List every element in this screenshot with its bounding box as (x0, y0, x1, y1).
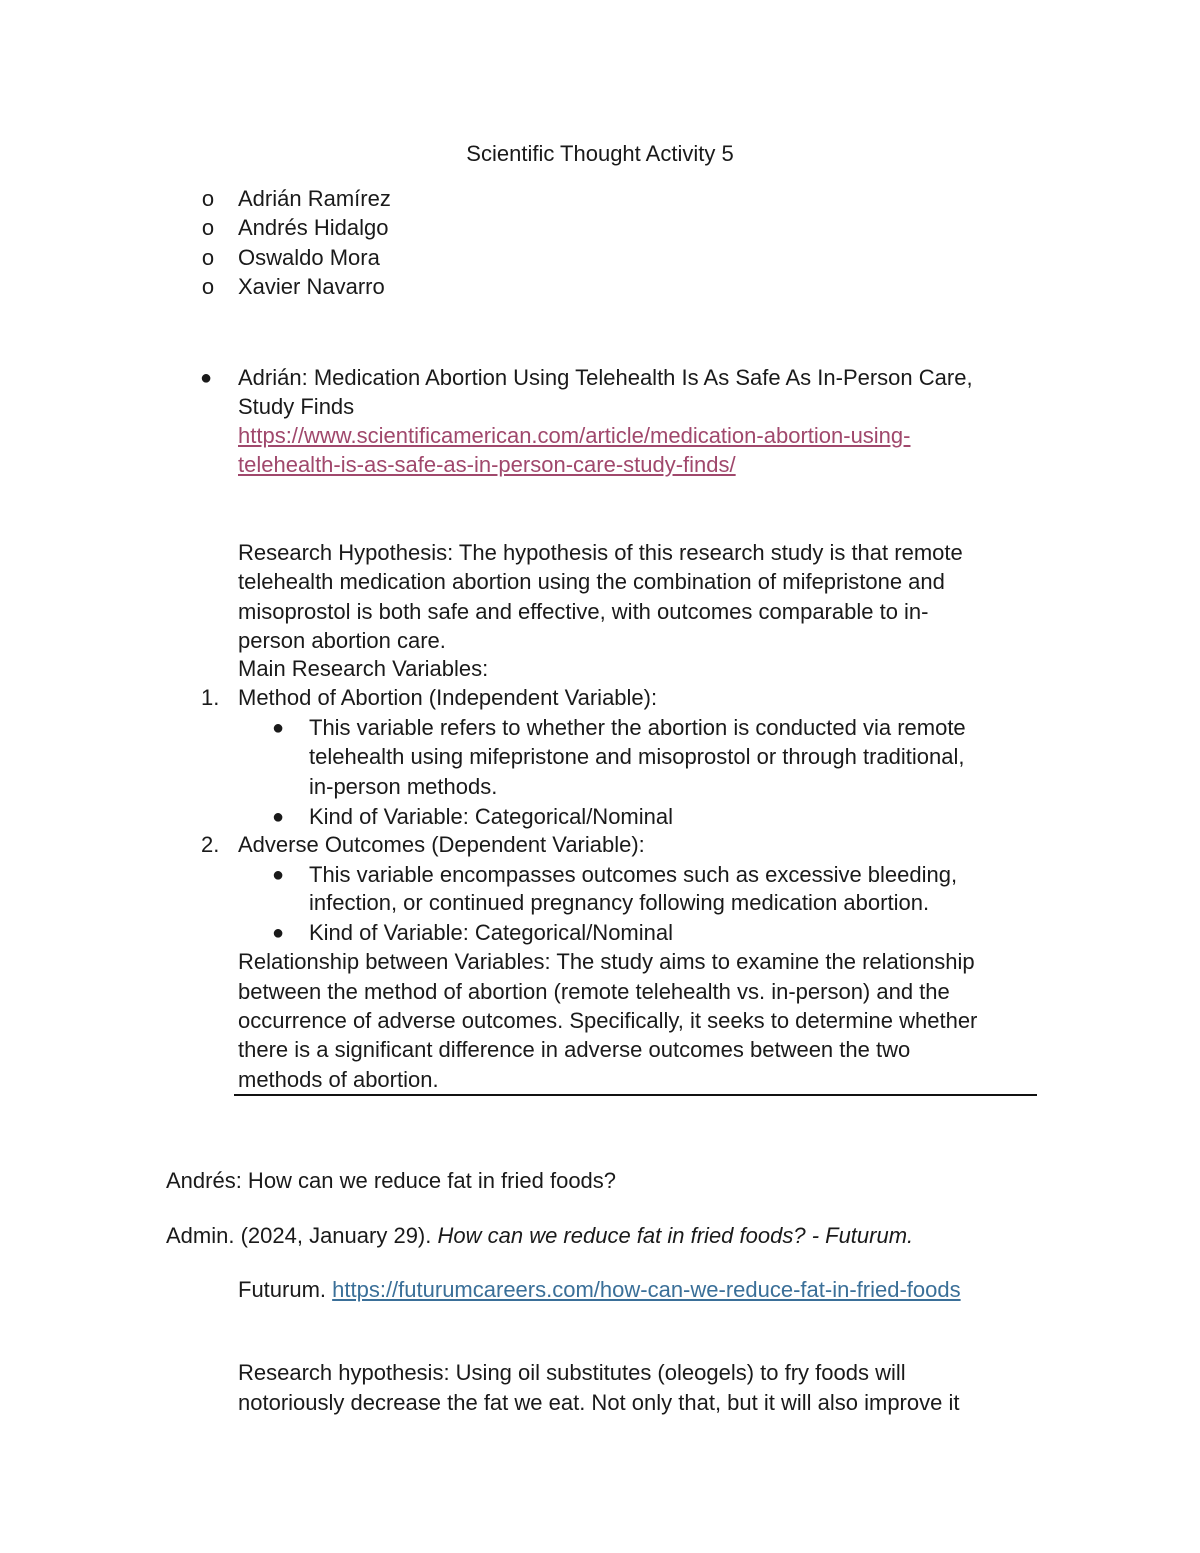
variables-heading: Main Research Variables: (238, 656, 489, 681)
variable-description: infection, or continued pregnancy following medication abortion. (309, 890, 930, 915)
hypothesis-text: Research hypothesis: Using oil substitutes (oleogels) to fry foods will (238, 1360, 906, 1385)
bullet-icon: ● (199, 367, 213, 389)
source-link[interactable]: https://futurumcareers.com/how-can-we-reduce-fat-in-fried-foods (332, 1277, 961, 1302)
variable-kind: Kind of Variable: Categorical/Nominal (309, 920, 673, 945)
list-marker: o (201, 186, 215, 211)
citation (166, 1221, 913, 1251)
variable-description: This variable encompasses outcomes such as excessive bleeding, (309, 862, 958, 887)
relationship-text: between the method of abortion (remote telehealth vs. in-person) and the (238, 979, 950, 1004)
hypothesis-text: person abortion care. (238, 628, 446, 653)
bullet-icon: ● (271, 806, 285, 828)
list-marker: o (201, 245, 215, 270)
article-heading-cont: Study Finds (238, 394, 355, 419)
article-link-cont[interactable]: telehealth-is-as-safe-as-in-person-care-study-finds/ (238, 452, 736, 477)
variable-number: 1. (201, 685, 220, 710)
hypothesis-text: telehealth medication abortion using the combination of mifepristone and (238, 569, 945, 594)
member-name: Andrés Hidalgo (238, 215, 389, 240)
article-link[interactable]: https://www.scientificamerican.com/article/medication-abortion-using- (238, 423, 911, 448)
relationship-text: methods of abortion. (238, 1067, 439, 1092)
variable-kind: Kind of Variable: Categorical/Nominal (309, 804, 673, 829)
bullet-icon: ● (271, 922, 285, 944)
citation-text: Admin. (2024, January 29). (166, 1223, 438, 1248)
variable-title: Adverse Outcomes (Dependent Variable): (238, 832, 645, 857)
section-heading: Andrés: How can we reduce fat in fried foods? (166, 1168, 617, 1193)
citation-title: How can we reduce fat in fried foods? - Futurum. (437, 1223, 914, 1248)
member-name: Oswaldo Mora (238, 245, 380, 270)
page-title: Scientific Thought Activity 5 (466, 141, 734, 166)
bullet-icon: ● (271, 717, 285, 739)
source-label: Futurum. (238, 1277, 333, 1302)
article-heading: Adrián: Medication Abortion Using Telehealth Is As Safe As In-Person Care, (238, 365, 973, 390)
variable-description: in-person methods. (309, 774, 498, 799)
section-divider (234, 1094, 1037, 1096)
variable-description: telehealth using mifepristone and misoprostol or through traditional, (309, 744, 965, 769)
relationship-text: there is a significant difference in adverse outcomes between the two (238, 1037, 911, 1062)
variable-title: Method of Abortion (Independent Variable): (238, 685, 658, 710)
hypothesis-text: notoriously decrease the fat we eat. Not only that, but it will also improve it (238, 1390, 960, 1415)
relationship-text: occurrence of adverse outcomes. Specifically, it seeks to determine whether (238, 1008, 978, 1033)
relationship-text: Relationship between Variables: The study aims to examine the relationship (238, 949, 975, 974)
member-name: Xavier Navarro (238, 274, 385, 299)
list-marker: o (201, 274, 215, 299)
hypothesis-text: Research Hypothesis: The hypothesis of this research study is that remote (238, 540, 963, 565)
variable-number: 2. (201, 832, 220, 857)
list-marker: o (201, 215, 215, 240)
member-name: Adrián Ramírez (238, 186, 391, 211)
bullet-icon: ● (271, 864, 285, 886)
variable-description: This variable refers to whether the abortion is conducted via remote (309, 715, 966, 740)
source-line (238, 1275, 961, 1305)
hypothesis-text: misoprostol is both safe and effective, with outcomes comparable to in- (238, 599, 929, 624)
